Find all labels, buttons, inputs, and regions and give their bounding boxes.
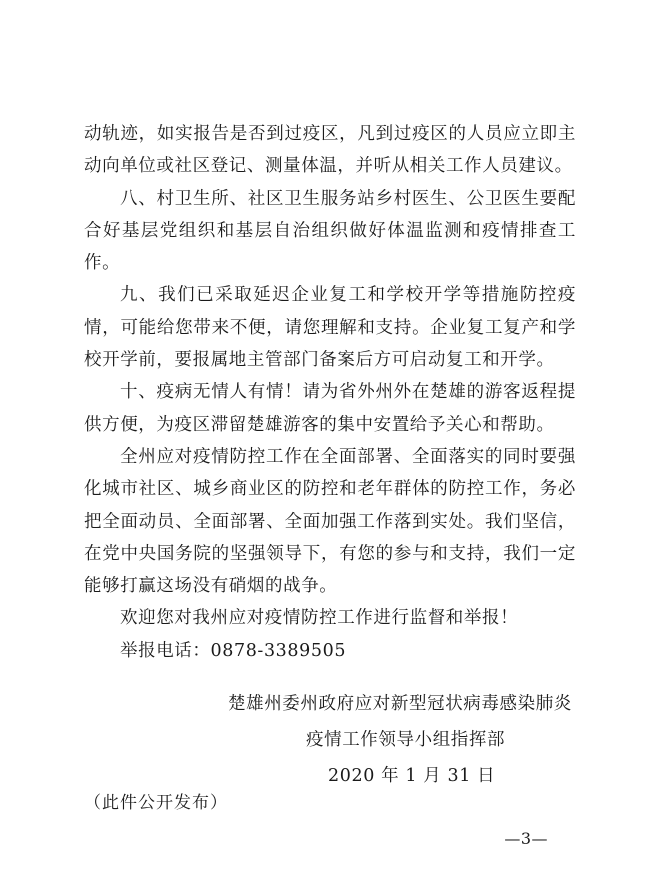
paragraph-continuation: 动轨迹，如实报告是否到过疫区，凡到过疫区的人员应立即主动向单位或社区登记、测量体温，并听从相关工作人员建议。	[84, 124, 576, 177]
paragraph-item-9: 九、我们已采取延迟企业复工和学校开学等措施防控疫情，可能给您带来不便，请您理解和支持。企业复工复产和学校开学前，要报属地主管部门备案后方可启动复工和开学。	[84, 285, 576, 371]
signature-org-line-2: 疫情工作领导小组指挥部	[306, 730, 506, 750]
paragraph-summary: 全州应对疫情防控工作在全面部署、全面落实的同时要强化城市社区、城乡商业区的防控和老年群体的防控工作，务必把全面动员、全面部署、全面加强工作落到实处。我们坚信，在党中央国务院的坚强领导下，有您的参与和支持，我们一定能够打赢这场没有硝烟的战争。	[84, 446, 576, 597]
page-number: —3—	[504, 829, 548, 848]
hotline-number: 0878-3389505	[210, 640, 347, 661]
hotline-label: 举报电话：	[120, 640, 211, 661]
paragraph-item-10: 十、疫病无情人有情！请为省外州外在楚雄的游客返程提供方便，为疫区滞留楚雄游客的集中安置给予关心和帮助。	[84, 382, 576, 435]
hotline-line	[84, 635, 576, 667]
paragraph-welcome: 欢迎您对我州应对疫情防控工作进行监督和举报！	[120, 608, 519, 629]
paragraph-item-8: 八、村卫生所、社区卫生服务站乡村医生、公卫医生要配合好基层党组织和基层自治组织做好体温监测和疫情排查工作。	[84, 188, 576, 274]
signature-org-line-1: 楚雄州委州政府应对新型冠状病毒感染肺炎	[228, 694, 572, 714]
publication-note: （此件公开发布）	[84, 793, 228, 813]
body-text	[84, 118, 576, 667]
signature-date: 2020 年 1 月 31 日	[328, 766, 496, 786]
